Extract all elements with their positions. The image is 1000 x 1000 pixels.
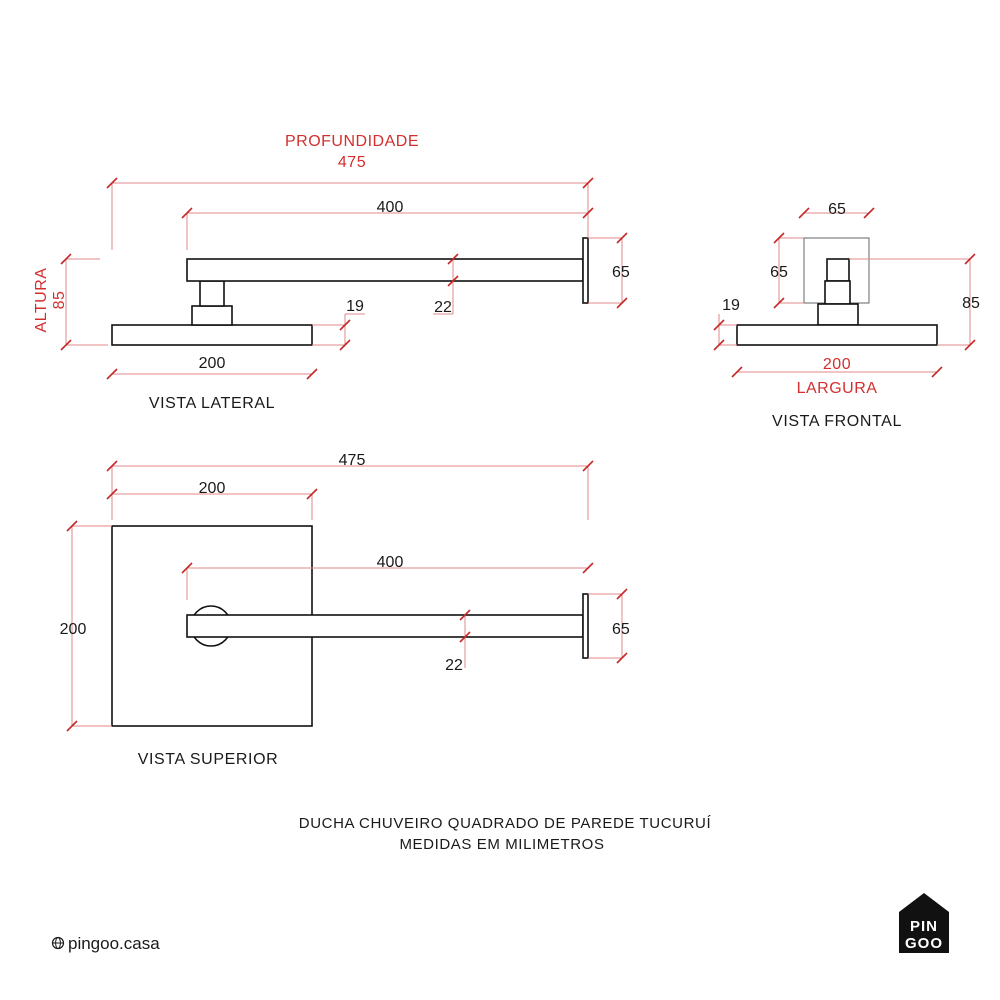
globe-icon (53, 938, 64, 949)
top-view (60, 452, 630, 768)
flange-height-value: 65 (612, 264, 630, 281)
brand-website[interactable] (53, 934, 161, 953)
shower-head-side (112, 325, 312, 345)
pingoo-logo (899, 893, 949, 953)
top-total-length-value: 475 (338, 452, 366, 469)
top-flange-width-value: 65 (612, 621, 630, 638)
connector-upper-front (825, 281, 850, 304)
side-view (33, 133, 630, 412)
logo-text-line2: GOO (904, 935, 944, 952)
top-view-title: VISTA SUPERIOR (137, 751, 279, 768)
head-connector-upper (200, 281, 224, 306)
head-width-value: 200 (198, 355, 226, 372)
connector-lower-front (818, 304, 858, 325)
website-text[interactable]: pingoo.casa (68, 934, 160, 953)
front-total-height-value: 85 (962, 295, 980, 312)
height-value: 85 (51, 290, 68, 310)
top-head-depth-value: 200 (59, 621, 87, 638)
product-title: DUCHA CHUVEIRO QUADRADO DE PAREDE TUCURUÍ (298, 815, 712, 832)
side-view-title: VISTA LATERAL (148, 395, 276, 412)
top-head-width-value: 200 (198, 480, 226, 497)
head-connector-lower (192, 306, 232, 325)
width-label: LARGURA (796, 380, 878, 397)
arm-thickness-value: 22 (434, 299, 452, 316)
units-note: MEDIDAS EM MILIMETROS (399, 836, 605, 853)
shower-head-front (737, 325, 937, 345)
top-arm-thickness-value: 22 (445, 657, 463, 674)
wall-flange-side (583, 238, 588, 303)
front-head-width-value: 200 (822, 356, 852, 373)
arm-cross-section (827, 259, 849, 281)
height-label: ALTURA (33, 267, 50, 333)
front-flange-width-value: 65 (828, 201, 846, 218)
logo-text-line1: PIN (909, 918, 939, 935)
front-view (714, 201, 980, 430)
arm-length-value: 400 (376, 199, 404, 216)
front-flange-height-value: 65 (770, 264, 788, 281)
shower-arm-side (187, 259, 583, 281)
shower-arm-top (187, 615, 583, 637)
depth-label: PROFUNDIDADE (284, 133, 420, 150)
head-thickness-value: 19 (346, 298, 364, 315)
front-head-thickness-value: 19 (722, 297, 740, 314)
front-view-title: VISTA FRONTAL (772, 413, 902, 430)
depth-value: 475 (337, 154, 367, 171)
top-arm-length-value: 400 (376, 554, 404, 571)
wall-flange-top (583, 594, 588, 658)
